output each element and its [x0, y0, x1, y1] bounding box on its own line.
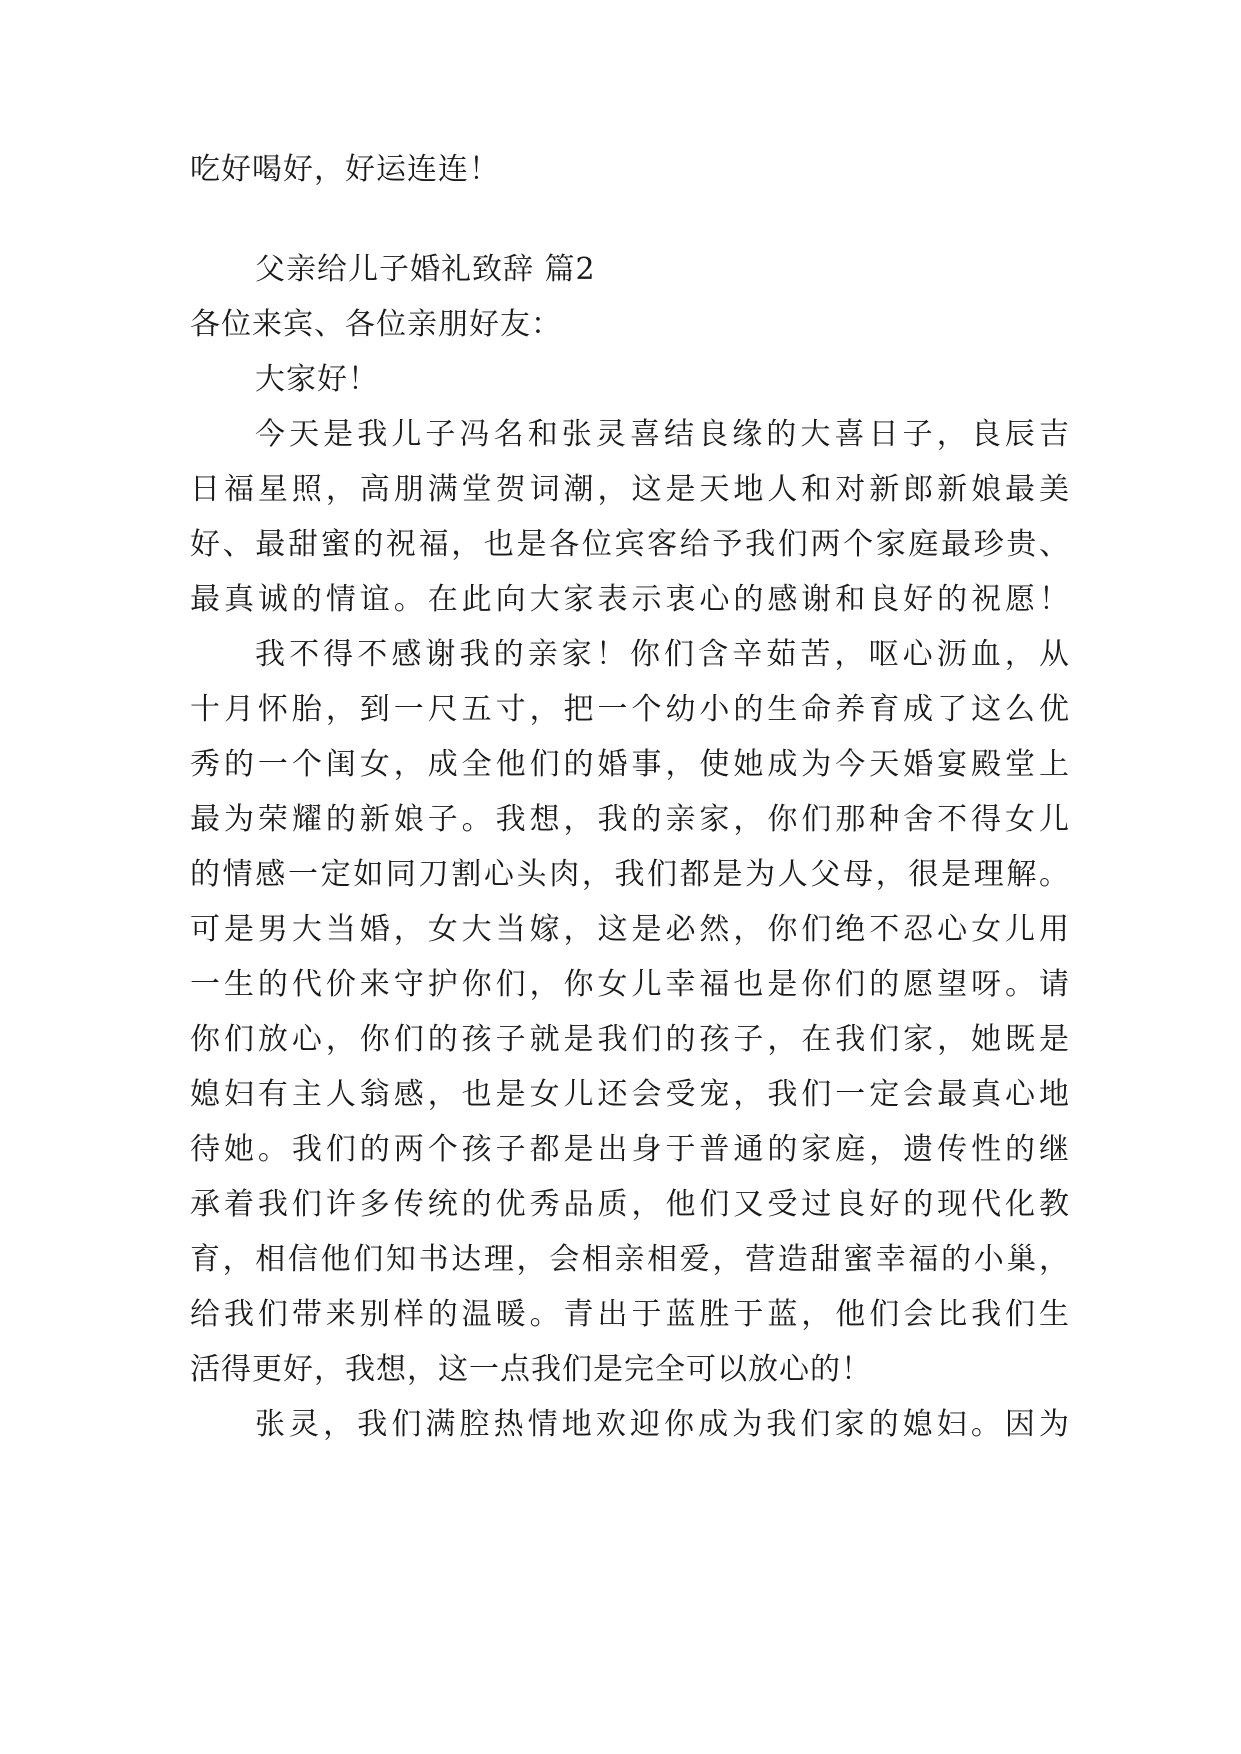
paragraph-line: 张灵，我们满腔热情地欢迎你成为我们家的媳妇。因为: [255, 1407, 1070, 1442]
paragraph-line: 给我们带来别样的温暖。青出于蓝胜于蓝，他们会比我们生: [190, 1297, 1070, 1332]
section-heading: 父亲给儿子婚礼致辞 篇2: [255, 252, 596, 287]
paragraph-line: 日福星照，高朋满堂贺词潮，这是天地人和对新郎新娘最美: [190, 472, 1070, 507]
paragraph-line: 一生的代价来守护你们，你女儿幸福也是你们的愿望呀。请: [190, 967, 1070, 1002]
paragraph-line: 秀的一个闺女，成全他们的婚事，使她成为今天婚宴殿堂上: [190, 747, 1070, 782]
greeting: 大家好！: [255, 362, 379, 397]
paragraph-line: 最真诚的情谊。在此向大家表示衷心的感谢和良好的祝愿！: [190, 582, 1070, 617]
paragraph-line: 你们放心，你们的孩子就是我们的孩子，在我们家，她既是: [190, 1022, 1070, 1057]
paragraph-line: 的情感一定如同刀割心头肉，我们都是为人父母，很是理解。: [190, 857, 1070, 892]
salutation: 各位来宾、各位亲朋好友：: [190, 307, 562, 342]
paragraph-line: 媳妇有主人翁感，也是女儿还会受宠，我们一定会最真心地: [190, 1077, 1070, 1112]
paragraph-line: 待她。我们的两个孩子都是出身于普通的家庭，遗传性的继: [190, 1132, 1070, 1167]
paragraph-line: 育，相信他们知书达理，会相亲相爱，营造甜蜜幸福的小巢，: [190, 1242, 1070, 1277]
paragraph-line: 好、最甜蜜的祝福，也是各位宾客给予我们两个家庭最珍贵、: [190, 527, 1070, 562]
paragraph-line: 最为荣耀的新娘子。我想，我的亲家，你们那种舍不得女儿: [190, 802, 1070, 837]
closing-line: 吃好喝好，好运连连！: [190, 152, 500, 187]
paragraph-line: 今天是我儿子冯名和张灵喜结良缘的大喜日子，良辰吉: [255, 417, 1070, 452]
paragraph-line: 可是男大当婚，女大当嫁，这是必然，你们绝不忍心女儿用: [190, 912, 1070, 947]
paragraph-line: 活得更好，我想，这一点我们是完全可以放心的！: [190, 1352, 872, 1387]
paragraph-line: 承着我们许多传统的优秀品质，他们又受过良好的现代化教: [190, 1187, 1070, 1222]
paragraph-line: 我不得不感谢我的亲家！你们含辛茹苦，呕心沥血，从: [255, 637, 1070, 672]
paragraph-line: 十月怀胎，到一尺五寸，把一个幼小的生命养育成了这么优: [190, 692, 1070, 727]
